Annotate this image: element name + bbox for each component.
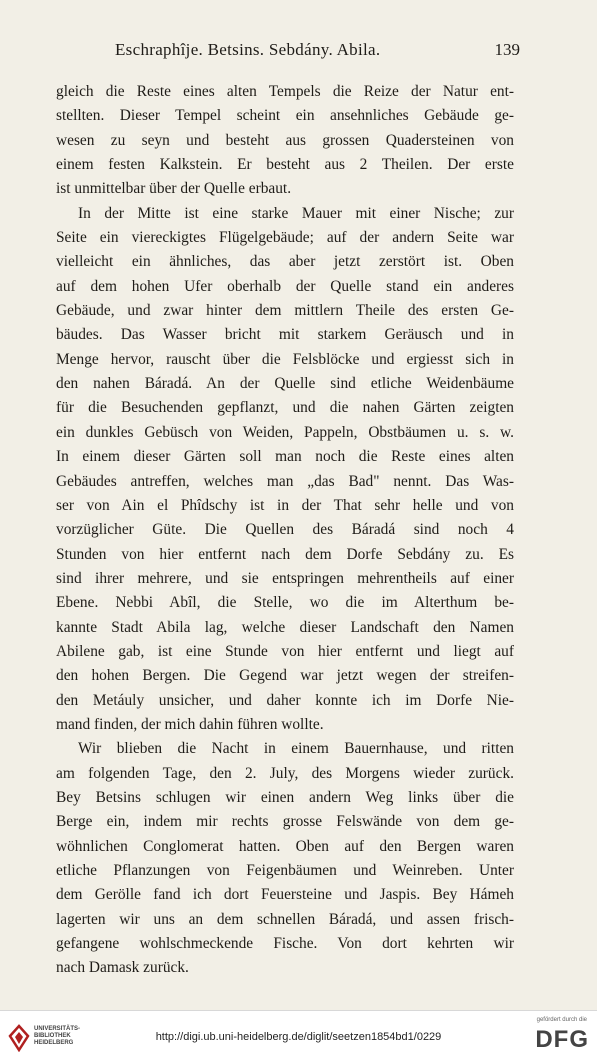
text-line: den nahen Báradá. An der Quelle sind etliche Weidenbäume [56,375,514,393]
paragraph [56,80,514,202]
text-line: Wir blieben die Nacht in einem Bauernhause, und ritten [78,740,514,758]
permalink-url[interactable]: http://digi.ub.uni-heidelberg.de/diglit/seetzen1854bd1/0229 [155,1031,442,1043]
paragraph [56,737,514,980]
text-line: In einem dieser Gärten soll man noch die Reste eines alten [56,448,514,466]
text-line: In der Mitte ist eine starke Mauer mit einer Nische; zur [78,204,514,222]
text-line: sind ihrer mehrere, und sie entspringen mehrentheils auf einer [56,569,514,587]
text-line: ser von Ain el Phîdschy ist in der That sehr helle und von [56,496,514,514]
dfg-logo: DFG [535,1026,589,1053]
text-line: am folgenden Tage, den 2. July, des Morgens wieder zurück. [56,764,514,782]
text-line: den Metáuly unsicher, und daher konnte ich im Dorfe Nie- [56,691,514,709]
library-name-line1: UNIVERSITÄTS- [34,1026,81,1032]
text-line: etliche Pflanzungen von Feigenbäumen und Weinreben. Unter [56,862,514,879]
text-line: den hohen Bergen. Die Gegend war jetzt wegen der streifen- [56,667,514,685]
viewer-footer [0,1010,597,1058]
text-line: Berge ein, indem mir rechts grosse Felswände von dem ge- [56,813,514,831]
text-line: Gebäude, und zwar hinter dem mittlern Theile des ersten Ge- [56,302,514,320]
text-line: Menge hervor, rauscht über die Felsblöcke und ergiesst sich in [56,350,514,368]
text-line: Abilene gab, ist eine Stunde von hier entfernt und liegt auf [56,642,514,660]
text-line: bäudes. Das Wasser bricht mit starkem Geräusch und in [56,326,514,344]
text-line: wöhnlichen Conglomerat hatten. Oben auf den Bergen waren [56,837,514,855]
text-line: für die Besuchenden gepflanzt, und die nahen Gärten zeigten [56,399,514,417]
text-line: ein dunkles Gebüsch von Weiden, Pappeln, Obstbäumen u. s. w. [56,423,514,441]
body-text [56,80,514,981]
text-line: lagerten wir uns an dem schnellen Báradá, und assen frisch- [56,910,514,928]
page-number: 139 [494,40,520,59]
text-line: wesen zu seyn und besteht aus grossen Quadersteinen von [56,131,514,149]
text-line: Seite ein viereckigtes Flügelgebäude; auf der andern Seite war [56,229,514,247]
funding-note: gefördert durch die [536,1017,587,1023]
text-line: vorzüglicher Güte. Die Quellen des Báradá sind noch 4 [56,521,514,539]
paragraph [56,202,514,738]
text-line: stellten. Dieser Tempel scheint ein ansehnliches Gebäude ge- [56,107,514,125]
text-line: Stunden von hier entfernt nach dem Dorfe Sebdány zu. Es [56,545,514,563]
text-line: mand finden, der mich dahin führen wollte. [56,715,324,733]
library-name-line3: HEIDELBERG [34,1040,74,1046]
text-line: vielleicht ein ähnliches, das aber jetzt zerstört ist. Oben [56,253,514,271]
text-line: einem festen Kalkstein. Er besteht aus 2 Theilen. Der erste [56,156,514,174]
text-line: Ebene. Nebbi Abîl, die Stelle, wo die im Alterthum be- [56,594,514,612]
text-line: gefangene wohlschmeckende Fische. Von dort kehrten wir [56,935,514,953]
text-line: gleich die Reste eines alten Tempels die Reize der Natur ent- [56,83,514,100]
text-line: Gebäudes antreffen, welches man „das Bad" nennt. Das Was- [56,472,514,490]
text-line: ist unmittelbar über der Quelle erbaut. [56,180,292,198]
text-line: Bey Betsins schlugen wir einen andern Weg links über die [56,788,514,806]
running-title: Eschraphîje. Betsins. Sebdány. Abila. [115,40,381,59]
text-line: dem Gerölle fand ich dort Feuersteine und Jaspis. Bey Hámeh [56,886,514,904]
library-name-line2: BIBLIOTHEK [34,1033,71,1039]
text-line: kannte Stadt Abila lag, welche dieser Landschaft den Namen [56,618,514,636]
text-line: auf dem hohen Ufer oberhalb der Quelle stand ein anderes [56,277,514,295]
text-line: nach Damask zurück. [56,959,189,977]
